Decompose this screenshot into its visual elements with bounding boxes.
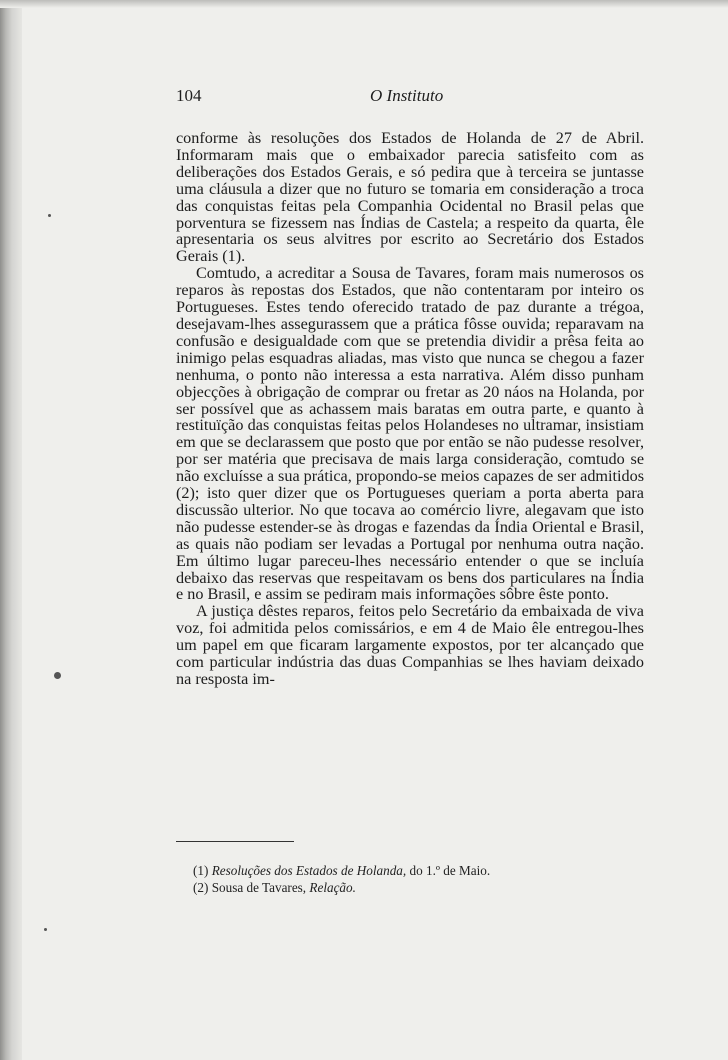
footnote-title: Relação.: [309, 879, 356, 895]
page-number: 104: [176, 86, 202, 105]
binding-shadow: [0, 0, 22, 1060]
paper-speck: [44, 928, 47, 931]
footnote-marker: (2): [193, 879, 209, 895]
footnote-2: [193, 880, 643, 897]
paragraph-1: conforme às resoluções dos Estados de Holanda de 27 de Abril. Informaram mais que o embaixador parecia satisfeito com as deliberações dos Estados Gerais, e só pedira que à terceira se juntasse uma cláusula a dizer que no futuro se tomaria em consideração a troca das conquistas feitas pela Companhia Ocidental no Brasil pelas que porventura se fizessem nas Índias de Castela; a respeito da quarta, êle apresentaria os seus alvitres por escrito ao Secretário dos Estados Gerais (1).: [176, 129, 644, 266]
footnote-marker: (1): [193, 863, 209, 878]
footnote-separator: [176, 841, 294, 842]
page-header: [176, 86, 646, 110]
paper-speck: [48, 214, 51, 217]
footnote-text: do 1.º de Maio.: [406, 863, 491, 878]
paper-speck: [54, 672, 61, 679]
top-edge-shadow: [0, 0, 728, 8]
footnotes: [193, 863, 643, 896]
footnote-title: Resoluções dos Estados de Holanda,: [211, 863, 407, 878]
footnote-1: [193, 863, 643, 880]
body-text: [176, 130, 644, 688]
running-title: O Instituto: [370, 86, 444, 105]
paragraph-2: Comtudo, a acreditar a Sousa de Tavares, foram mais numerosos os reparos às repostas dos Estados, que não contentaram por inteiro os Portugueses. Estes tendo oferecido tratado de paz durante a trégoa, desejavam-lhes assegurassem que a prática fôsse ouvida; reparavam na confusão e desigualdade com que se pretendia dividir a prêsa feita ao inimigo pelas esquadras aliadas, mas visto que nunca se chegou a fazer nenhuma, o ponto não interessa a esta narrativa. Além disso punham objecções à obrigação de comprar ou fretar as 20 náos na Holanda, por ser possível que as achassem mais baratas em outra parte, e quanto à restituïção das conquistas feitas pelos Holandeses no ultramar, insistiam em que se declarassem que posto que por então se não pudesse resolver, por ser matéria que precisava de mais larga consideração, comtudo se não excluísse a sua prática, propondo-se meios capazes de ser admitidos (2); isto quer dizer que os Portugueses queriam a porta aberta para discussão ulterior. No que tocava ao comércio livre, alegavam que isto não pudesse estender-se às drogas e fazendas da Índia Oriental e Brasil, as quais não podiam ser levadas a Portugal por nenhuma outra nação. Em último lugar pareceu-lhes necessário entender o que se incluía debaixo das reservas que respeitavam os bens dos particulares na Índia e no Brasil, e assim se pediram mais informações sôbre êste ponto.: [176, 264, 644, 604]
footnote-author: Sousa de Tavares,: [211, 879, 310, 895]
paragraph-3: A justiça dêstes reparos, feitos pelo Secretário da embaixada de viva voz, foi admitida pelos comissários, e em 4 de Maio êle entregou-lhes um papel em que ficaram largamente expostos, por ter alcançado que com particular indústria das duas Companhias se lhes haviam deixado na resposta im-: [176, 602, 644, 688]
